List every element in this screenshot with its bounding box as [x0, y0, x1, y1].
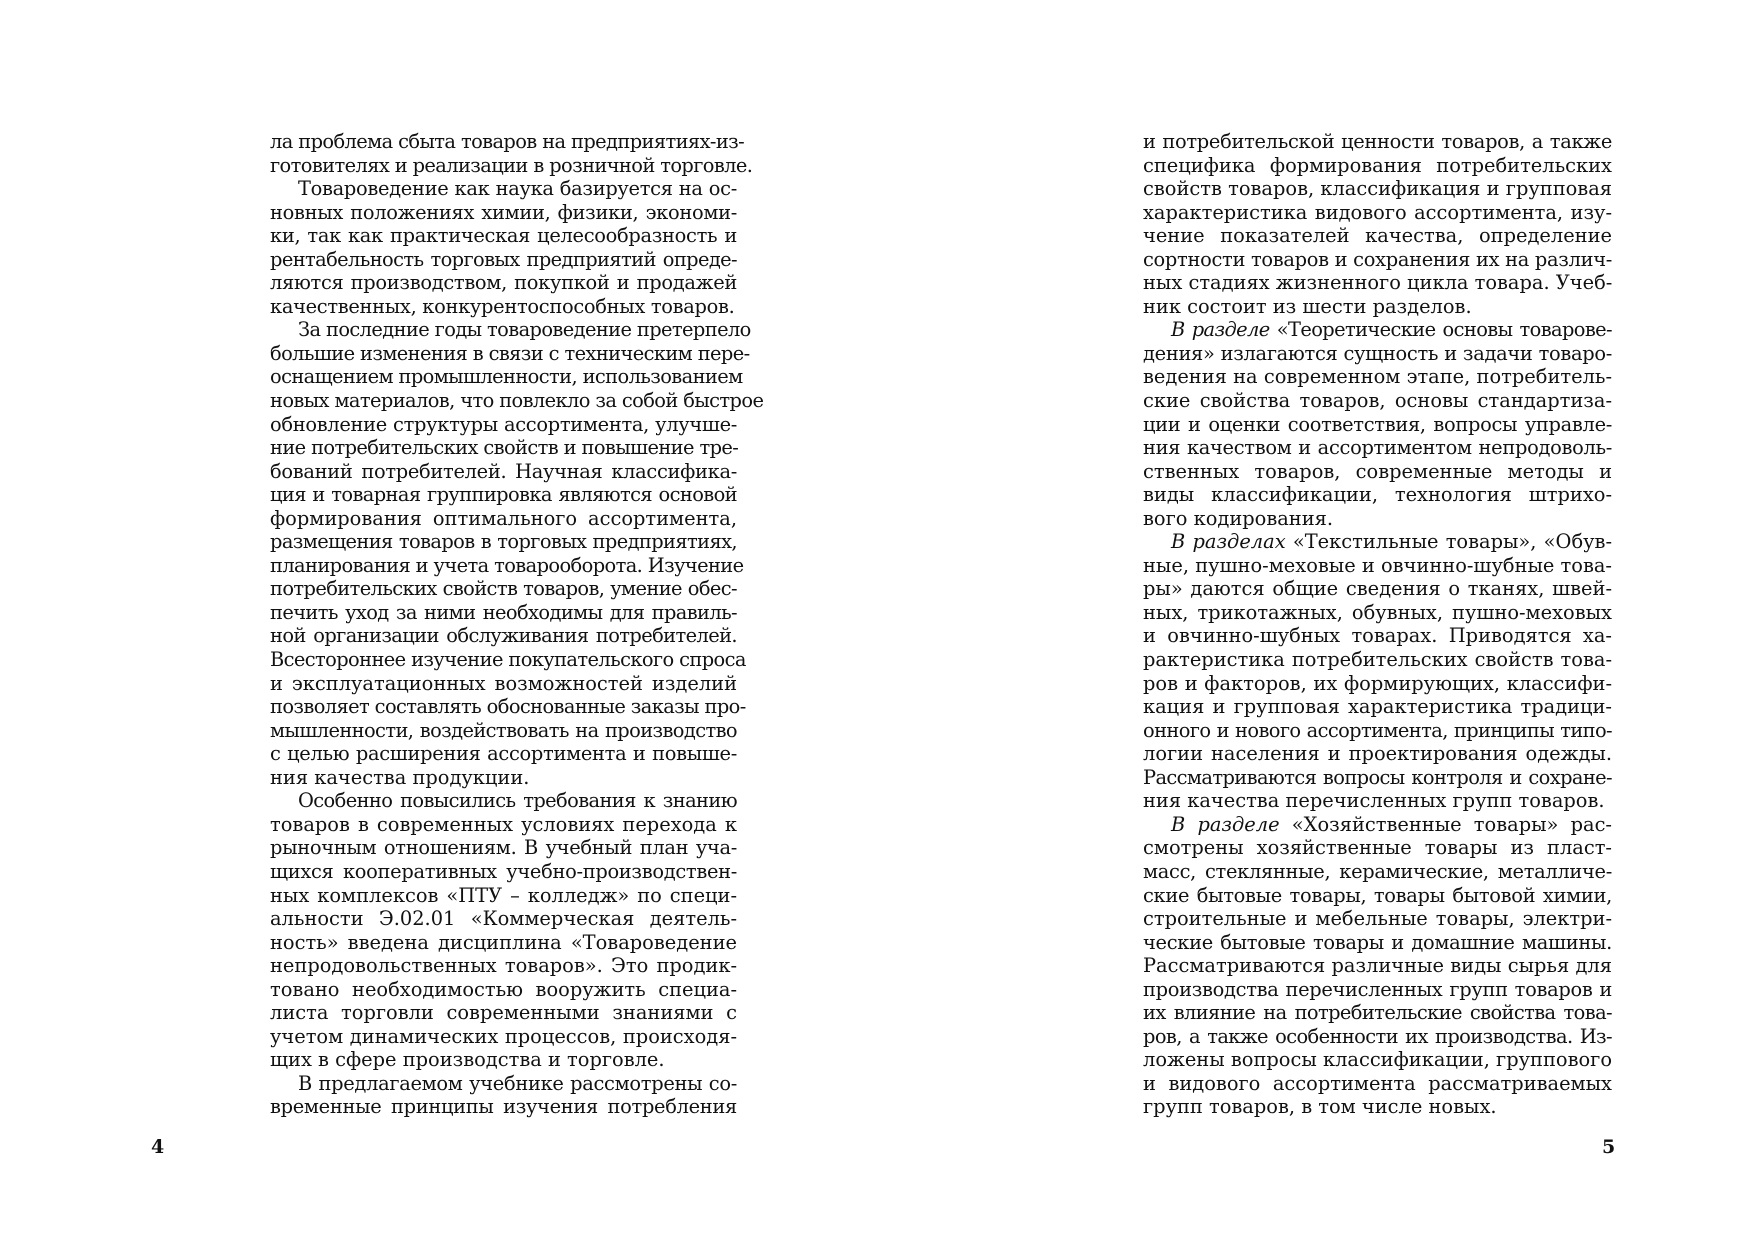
- text-line: [270, 224, 737, 248]
- line-text: щих в сфере производства и торговле.: [270, 1048, 665, 1072]
- line-text: логии населения и проектирования одежды.: [1143, 742, 1612, 766]
- text-line: [1143, 436, 1612, 460]
- text-line: [1143, 460, 1612, 484]
- text-line: [270, 295, 737, 319]
- text-line: [1143, 154, 1612, 178]
- text-line: [1143, 931, 1612, 955]
- line-text: позволяет составлять обоснованные заказы про-: [270, 695, 746, 719]
- text-line: [270, 318, 751, 342]
- line-text: дения» излагаются сущность и задачи товаро-: [1143, 341, 1612, 365]
- text-line: [270, 153, 753, 178]
- line-text: оснащением промышленности, использованием: [270, 365, 743, 389]
- text-line: [270, 460, 737, 484]
- right-page-number: 5: [1602, 1136, 1616, 1158]
- line-text: ния качества продукции.: [270, 765, 530, 789]
- text-line: [1143, 766, 1612, 790]
- text-line: [1143, 978, 1612, 1002]
- line-text: свойств товаров, классификация и групповая: [1143, 177, 1612, 201]
- line-text: обновление структуры ассортимента, улучше-: [270, 412, 737, 436]
- line-text: ность» введена дисциплина «Товароведение: [270, 930, 737, 954]
- line-text: с целью расширения ассортимента и повыше-: [270, 742, 737, 766]
- text-line: [1143, 271, 1612, 295]
- line-text: Рассматриваются вопросы контроля и сохране-: [1143, 765, 1612, 789]
- text-line: [1143, 836, 1612, 860]
- text-line: [1143, 248, 1612, 272]
- left-page-number: 4: [151, 1136, 165, 1158]
- line-text: ров и факторов, их формирующих, классифи-: [1143, 671, 1612, 695]
- line-text: ных стадиях жизненного цикла товара. Учеб-: [1143, 271, 1613, 295]
- line-text: ческие бытовые товары и домашние машины.: [1143, 930, 1612, 954]
- line-text: потребительских свойств товаров, умение обес-: [270, 577, 737, 601]
- text-line: [270, 341, 750, 366]
- text-line: [1143, 1095, 1612, 1119]
- text-line: [1143, 813, 1612, 837]
- line-text: непродовольственных товаров». Это продик-: [270, 954, 737, 978]
- line-text: товано необходимостью вооружить специа-: [270, 977, 737, 1001]
- line-text: ция и товарная группировка являются основой: [270, 483, 737, 507]
- line-text: рыночным отношениям. В учебный план уча-: [270, 836, 737, 860]
- line-text: ные, пушно-меховые и овчинно-шубные това-: [1143, 553, 1612, 577]
- line-text: ры» даются общие сведения о тканях, швей-: [1143, 577, 1612, 601]
- text-line: [270, 719, 737, 743]
- line-text: большие изменения в связи с техническим пере-: [270, 341, 750, 365]
- text-line: [270, 813, 737, 837]
- line-text: ной организации обслуживания потребителей.: [270, 624, 737, 648]
- text-line: [270, 695, 746, 719]
- line-text: «Текстильные товары», «Обув-: [1285, 530, 1612, 554]
- line-text: новых материалов, что повлекло за собой быстрое: [270, 389, 764, 413]
- text-line: [270, 1095, 737, 1119]
- line-text: характеристика видового ассортимента, изу-: [1143, 200, 1612, 224]
- text-line: [1143, 1025, 1612, 1049]
- text-line: [1143, 742, 1612, 766]
- text-line: [270, 130, 745, 154]
- text-line: [270, 907, 737, 931]
- line-text: ров, а также особенности их производства. Из-: [1143, 1024, 1612, 1048]
- line-text: сортности товаров и сохранения их на различ-: [1143, 247, 1612, 271]
- text-line: [270, 577, 737, 601]
- text-line: [270, 389, 764, 413]
- left-page: [0, 0, 877, 1240]
- line-text: ных комплексов «ПТУ – колледж» по специ-: [270, 883, 737, 907]
- line-text: Рассматриваются различные виды сырья для: [1143, 954, 1612, 978]
- line-text: временные принципы изучения потребления: [270, 1095, 737, 1119]
- right-page-text: [1143, 130, 1612, 1119]
- text-line: [1143, 389, 1612, 413]
- text-line: [270, 931, 737, 955]
- line-text: ведения на современном этапе, потребитель-: [1143, 365, 1612, 389]
- text-line: [1143, 224, 1612, 248]
- line-text: и потребительской ценности товаров, а также: [1143, 130, 1612, 153]
- line-text: «Хозяйственные товары» рас-: [1279, 812, 1612, 836]
- line-text: их влияние на потребительские свойства това-: [1143, 1001, 1612, 1025]
- line-text: ции и оценки соответствия, вопросы управле-: [1143, 412, 1612, 436]
- line-text: товаров в современных условиях перехода к: [270, 812, 737, 836]
- line-text: В предлагаемом учебнике рассмотрены со-: [298, 1071, 737, 1095]
- line-text: онного и нового ассортимента, принципы типо-: [1143, 718, 1612, 742]
- text-line: [270, 601, 737, 625]
- line-text: ляются производством, покупкой и продажей: [270, 271, 737, 295]
- text-line: [1143, 648, 1612, 672]
- line-text: ния качеством и ассортиментом непродоволь-: [1143, 436, 1612, 460]
- line-text: ские свойства товаров, основы стандартиза-: [1143, 389, 1612, 413]
- text-line: [1143, 601, 1612, 625]
- text-line: [1143, 130, 1612, 154]
- text-line: [1143, 507, 1612, 531]
- line-text: «Теоретические основы товарове-: [1269, 318, 1612, 342]
- text-line: [270, 413, 737, 437]
- text-line: [1143, 177, 1612, 201]
- line-text: групп товаров, в том числе новых.: [1143, 1095, 1497, 1119]
- text-line: [270, 507, 737, 531]
- section-reference: В разделе: [1171, 318, 1270, 342]
- text-line: [1143, 413, 1612, 437]
- line-text: специфика формирования потребительских: [1143, 153, 1612, 177]
- line-text: ных, трикотажных, обувных, пушно-меховых: [1143, 600, 1612, 624]
- text-line: [270, 836, 737, 860]
- text-line: [1143, 1072, 1612, 1096]
- line-text: смотрены хозяйственные товары из пласт-: [1143, 836, 1612, 860]
- text-line: [270, 201, 737, 225]
- line-text: готовителях и реализации в розничной торговле.: [270, 153, 753, 177]
- line-text: бований потребителей. Научная классифика-: [270, 459, 737, 483]
- section-reference: В разделе: [1171, 812, 1280, 836]
- line-text: новных положениях химии, физики, экономи-: [270, 200, 737, 224]
- text-line: [270, 624, 737, 648]
- line-text: ла проблема сбыта товаров на предприятиях-из-: [270, 130, 745, 153]
- line-text: вого кодирования.: [1143, 506, 1334, 530]
- line-text: альности Э.02.01 «Коммерческая деятель-: [270, 907, 737, 931]
- left-page-text: [270, 130, 764, 1119]
- text-line: [1143, 318, 1612, 342]
- line-text: ник состоит из шести разделов.: [1143, 294, 1472, 318]
- text-line: [270, 483, 737, 507]
- line-text: щихся кооперативных учебно-производствен-: [270, 859, 737, 883]
- line-text: масс, стеклянные, керамические, металличе-: [1143, 859, 1612, 883]
- text-line: [1143, 860, 1612, 884]
- line-text: и видового ассортимента рассматриваемых: [1143, 1071, 1612, 1095]
- text-line: [1143, 1001, 1612, 1025]
- line-text: производства перечисленных групп товаров и: [1143, 977, 1612, 1001]
- text-line: [270, 436, 737, 460]
- text-line: [1143, 884, 1612, 908]
- text-line: [1143, 554, 1612, 578]
- text-line: [1143, 624, 1612, 648]
- line-text: учетом динамических процессов, происходя-: [270, 1024, 737, 1048]
- line-text: ложены вопросы классификации, группового: [1143, 1048, 1612, 1072]
- text-line: [270, 648, 746, 672]
- text-line: [270, 553, 744, 578]
- text-line: [1143, 201, 1612, 225]
- line-text: строительные и мебельные товары, электри-: [1143, 907, 1612, 931]
- line-text: размещения товаров в торговых предприятиях,: [270, 530, 737, 554]
- text-line: [270, 177, 737, 201]
- text-line: [270, 672, 737, 696]
- text-line: [1143, 789, 1612, 813]
- text-line: [1143, 577, 1612, 601]
- line-text: листа торговли современными знаниями с: [270, 1001, 737, 1025]
- text-line: [270, 365, 743, 389]
- text-line: [1143, 672, 1612, 696]
- text-line: [1143, 295, 1612, 319]
- line-text: печить уход за ними необходимы для правиль-: [270, 600, 737, 624]
- line-text: ские бытовые товары, товары бытовой химии,: [1143, 883, 1612, 907]
- text-line: [1143, 907, 1612, 931]
- text-line: [1143, 1048, 1612, 1072]
- line-text: и эксплуатационных возможностей изделий: [270, 671, 737, 695]
- line-text: и овчинно-шубных товарах. Приводятся ха-: [1143, 624, 1612, 648]
- text-line: [270, 978, 737, 1002]
- text-line: [1143, 719, 1612, 743]
- line-text: качественных, конкурентоспособных товаров.: [270, 294, 735, 318]
- text-line: [270, 271, 737, 295]
- text-line: [270, 1025, 737, 1049]
- text-line: [270, 954, 737, 978]
- text-line: [270, 1072, 737, 1096]
- line-text: чение показателей качества, определение: [1143, 224, 1612, 248]
- text-line: [270, 884, 737, 908]
- text-line: [1143, 954, 1612, 978]
- text-line: [1143, 342, 1612, 366]
- line-text: виды классификации, технология штрихо-: [1143, 483, 1612, 507]
- line-text: ственных товаров, современные методы и: [1143, 459, 1612, 483]
- line-text: мышленности, воздействовать на производство: [270, 718, 737, 742]
- text-line: [1143, 365, 1612, 389]
- text-line: [270, 766, 737, 790]
- line-text: формирования оптимального ассортимента,: [270, 506, 737, 530]
- text-line: [270, 789, 737, 813]
- line-text: Товароведение как наука базируется на ос-: [298, 177, 737, 201]
- line-text: ки, так как практическая целесообразность и: [270, 224, 737, 248]
- text-line: [270, 530, 737, 554]
- line-text: планирования и учета товарооборота. Изучение: [270, 553, 744, 577]
- line-text: кация и групповая характеристика традици-: [1143, 695, 1612, 719]
- line-text: Особенно повысились требования к знанию: [298, 789, 737, 813]
- text-line: [1143, 530, 1612, 554]
- line-text: ния качества перечисленных групп товаров.: [1143, 789, 1605, 813]
- text-line: [1143, 483, 1612, 507]
- line-text: рактеристика потребительских свойств това-: [1143, 648, 1612, 672]
- right-page: [878, 0, 1755, 1240]
- line-text: Всестороннее изучение покупательского спроса: [270, 648, 746, 672]
- text-line: [270, 248, 737, 272]
- text-line: [1143, 695, 1612, 719]
- text-line: [270, 1048, 737, 1072]
- line-text: За последние годы товароведение претерпело: [298, 318, 751, 342]
- line-text: ние потребительских свойств и повышение тре-: [270, 436, 739, 460]
- text-line: [270, 860, 737, 884]
- line-text: рентабельность торговых предприятий опреде-: [270, 247, 737, 271]
- text-line: [270, 742, 737, 766]
- section-reference: В разделах: [1171, 530, 1286, 554]
- text-line: [270, 1001, 737, 1025]
